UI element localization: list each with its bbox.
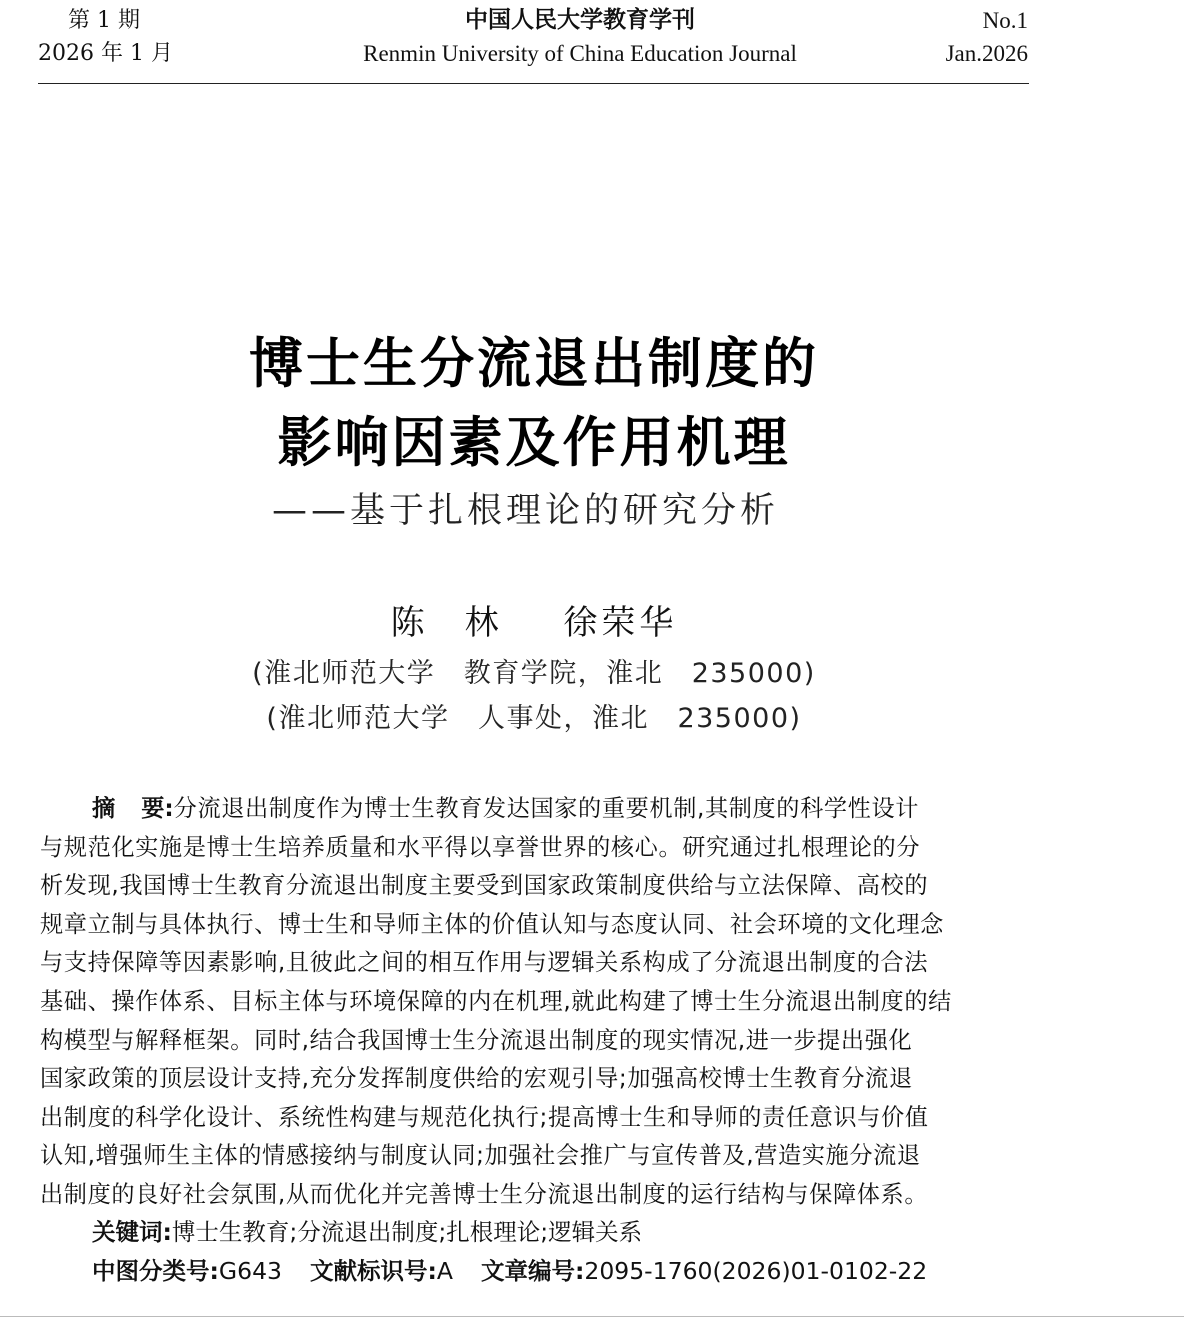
abstract-line: 析发现,我国博士生教育分流退出制度主要受到国家政策制度供给与立法保障、高校的 xyxy=(40,872,929,900)
clc-value: G643 xyxy=(218,1257,282,1285)
abstract-line: 出制度的良好社会氛围,从而优化并完善博士生分流退出制度的运行结构与保障体系。 xyxy=(40,1180,929,1208)
article-number-value: 2095-1760(2026)01-0102-22 xyxy=(584,1257,928,1285)
header-issue-block xyxy=(38,4,298,70)
abstract-line: 规章立制与具体执行、博士生和导师主体的价值认知与态度认同、社会环境的文化理念 xyxy=(40,910,944,938)
classification-line xyxy=(92,1252,927,1290)
keywords-label: 关键词: xyxy=(92,1218,172,1246)
author-affiliation: (淮北师范大学 人事处，淮北 235000) xyxy=(266,703,802,734)
header-journal-block xyxy=(300,4,860,70)
article-subtitle: ——基于扎根理论的研究分析 xyxy=(272,491,780,531)
keywords xyxy=(92,1213,642,1251)
header-issue-en-block xyxy=(860,4,1028,70)
article-number-label: 文章编号: xyxy=(480,1257,585,1285)
doc-code-label: 文献标识号: xyxy=(309,1257,437,1285)
doc-code-value: A xyxy=(436,1257,453,1285)
header-date-en: Jan.2026 xyxy=(945,41,1028,66)
header-issue-en: No.1 xyxy=(982,8,1028,33)
journal-title-cn: 中国人民大学教育学刊 xyxy=(465,7,695,33)
abstract-line: 摘 要:分流退出制度作为博士生教育发达国家的重要机制,其制度的科学性设计 xyxy=(92,795,920,822)
keywords-value: 博士生教育;分流退出制度;扎根理论;逻辑关系 xyxy=(171,1218,643,1246)
header-date-cn: 2026 年 1 月 xyxy=(38,41,173,66)
header-issue: 第 1 期 xyxy=(68,8,140,33)
clc-label: 中图分类号: xyxy=(92,1257,219,1285)
author-affiliation: (淮北师范大学 教育学院，淮北 235000) xyxy=(252,658,816,689)
article-title-line-2: 影响因素及作用机理 xyxy=(277,410,791,474)
page-bottom-rule xyxy=(0,1316,1184,1317)
abstract-line: 国家政策的顶层设计支持,充分发挥制度供给的宏观引导;加强高校博士生教育分流退 xyxy=(40,1065,913,1093)
article-title-line-1: 博士生分流退出制度的 xyxy=(249,331,819,395)
author-list xyxy=(0,600,1068,646)
header-rule xyxy=(38,83,1029,84)
abstract-line: 认知,增强师生主体的情感接纳与制度认同;加强社会推广与宣传普及,营造实施分流退 xyxy=(40,1142,921,1170)
abstract-line: 与规范化实施是博士生培养质量和水平得以享誉世界的核心。研究通过扎根理论的分 xyxy=(40,833,921,861)
abstract-line: 与支持保障等因素影响,且彼此之间的相互作用与逻辑关系构成了分流退出制度的合法 xyxy=(40,949,929,977)
journal-title-en: Renmin University of China Education Journal xyxy=(363,41,797,66)
abstract-line: 出制度的科学化设计、系统性构建与规范化执行;提高博士生和导师的责任意识与价值 xyxy=(40,1103,929,1131)
abstract-line: 基础、操作体系、目标主体与环境保障的内在机理,就此构建了博士生分流退出制度的结 xyxy=(40,987,952,1015)
abstract-label: 摘 要: xyxy=(92,795,174,822)
author-name: 陈林 xyxy=(390,603,539,643)
abstract-line: 构模型与解释框架。同时,结合我国博士生分流退出制度的现实情况,进一步提出强化 xyxy=(40,1026,913,1054)
author-name: 徐荣华 xyxy=(563,603,678,643)
abstract xyxy=(40,790,1030,1215)
